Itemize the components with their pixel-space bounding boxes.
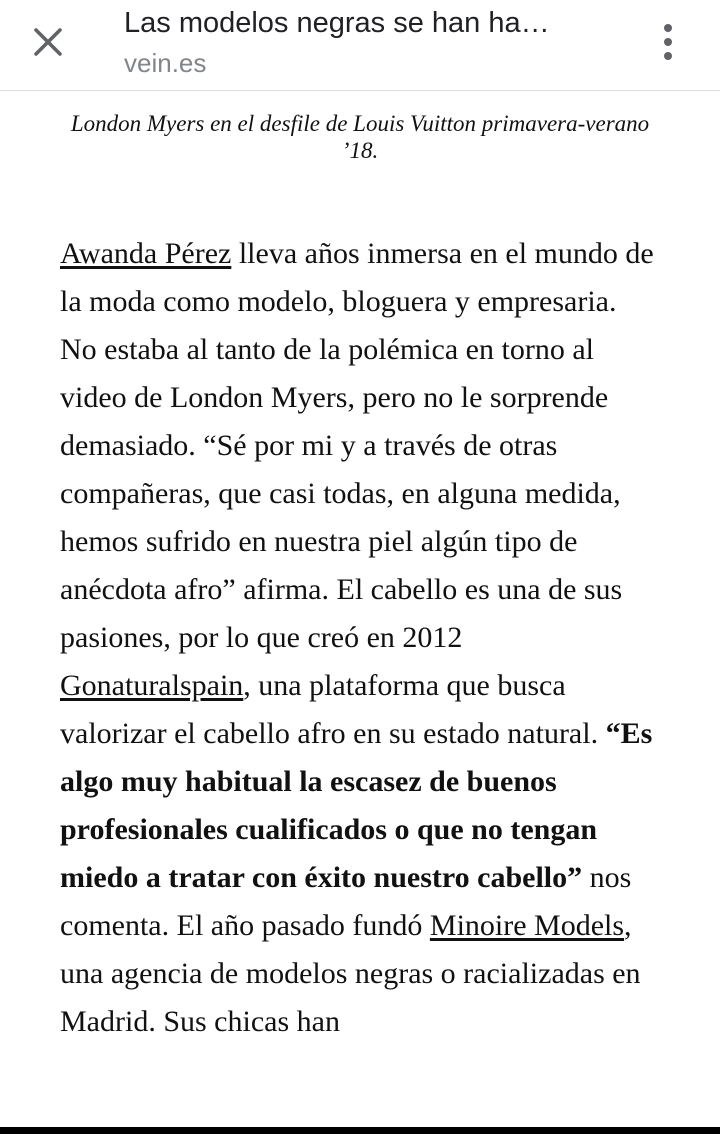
article-paragraph bbox=[60, 230, 660, 1046]
article-text-3: nos comenta. El año pasado fundó bbox=[60, 861, 632, 942]
awanda-perez-link[interactable]: Awanda Pérez bbox=[60, 237, 232, 270]
bold-quote: “Es algo muy habitual la escasez de buenos profesionales cualificados o que no tengan miedo a tratar con éxito nuestro cabello” bbox=[60, 717, 653, 894]
close-button[interactable] bbox=[16, 12, 80, 72]
minoire-models-link[interactable]: Minoire Models bbox=[429, 909, 625, 942]
more-options-button[interactable] bbox=[646, 14, 690, 70]
article-text-1: lleva años inmersa en el mundo de la moda como modelo, bloguera y empresaria. No estaba al tanto de la polémica en torno al video de London Myers, pero no le sorprende demasiado. “Sé por mi y a través de otras compañeras, que casi todas, en alguna medida, hemos sufrido en nuestra piel algún tipo de anécdota afro” afirma. El cabello es una de sus pasiones, por lo que creó en 2012 bbox=[60, 237, 654, 654]
page-domain: vein.es bbox=[124, 48, 207, 78]
image-caption: London Myers en el desfile de Louis Vuitton primavera-verano ’18. bbox=[70, 111, 650, 163]
more-vert-icon bbox=[662, 22, 674, 62]
article-text-4: , una agencia de modelos negras o racializadas en Madrid. Sus chicas han bbox=[60, 909, 641, 1038]
close-icon bbox=[33, 27, 63, 57]
page-title: Las modelos negras se han ha… bbox=[124, 7, 550, 39]
bottom-edge-bar bbox=[0, 1127, 720, 1134]
gonaturalspain-link[interactable]: Gonaturalspain bbox=[60, 669, 244, 702]
custom-tab-toolbar bbox=[0, 0, 720, 91]
article-text-2: , una plataforma que busca valorizar el cabello afro en su estado natural. bbox=[60, 669, 606, 750]
